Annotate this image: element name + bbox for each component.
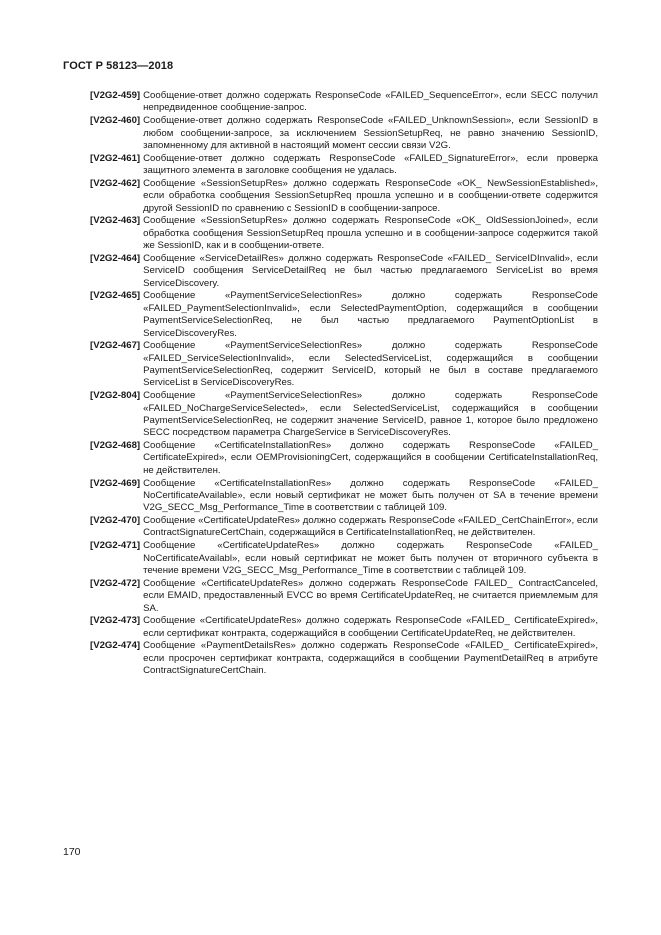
requirement-text: Сообщение-ответ должно содержать ResponseCode «FAILED_UnknownSession», если SessionID в любом сообщении-запросе, за исключением SessionSetupReq, не равно значению SessionID, запомненному для активной в настоящий момент сессии связи V2G. — [143, 115, 598, 151]
requirement-id: [V2G2-471] — [90, 540, 141, 552]
requirement-item — [90, 340, 598, 390]
requirement-text: Сообщение «ServiceDetailRes» должно содержать ResponseCode «FAILED_ ServiceIDInvalid», если ServiceID сообщения ServiceDetailReq не был частью предлагаемого ServiceList во время ServiceDiscovery. — [143, 252, 598, 289]
requirement-text: Сообщение «CertificateInstallationRes» должно содержать ResponseCode «FAILED_ NoCertificateAvailable», если новый сертификат не может быть получен от SA в течение времени V2G_SECC_Msg_Performance_Time в соответствии с таблицей 109. — [143, 477, 598, 514]
requirement-id: [V2G2-470] — [90, 515, 141, 527]
requirement-id: [V2G2-465] — [90, 290, 141, 302]
requirement-item — [90, 215, 598, 252]
requirement-item — [90, 115, 598, 152]
requirement-id: [V2G2-473] — [90, 615, 141, 627]
requirement-id: [V2G2-459] — [90, 90, 141, 101]
requirement-id: [V2G2-462] — [90, 177, 141, 189]
requirement-text: Сообщение «PaymentServiceSelectionRes» должно содержать ResponseCode «FAILED_NoChargeServiceSelected», если SelectedServiceList, содержащийся в сообщении PaymentServiceSelectionReq, не содержит значение ServiceID, равное 1, которое было предложено SECC посредством параметра ChargeService в ServiceDiscoveryRes. — [143, 390, 598, 439]
requirement-text: Сообщение «CertificateInstallationRes» должно содержать ResponseCode «FAILED_ CertificateExpired», если OEMProvisioningCert, содержащийся в сообщении CertificateInstallationReq, не действителен. — [143, 440, 598, 476]
requirement-item — [90, 153, 598, 178]
requirement-text: Сообщение «CertificateUpdateRes» должно содержать ResponseCode «FAILED_ CertificateExpired», если сертификат контракта, содержащийся в сообщении CertificateUpdateReq, не действителен. — [143, 615, 598, 639]
requirement-text: Сообщение «CertificateUpdateRes» должно содержать ResponseCode «FAILED_CertChainError», если ContractSignatureCertChain, содержащийся в CertificateInstallationReq, не действителен. — [143, 515, 598, 539]
requirement-id: [V2G2-469] — [90, 477, 141, 489]
requirement-item — [90, 440, 598, 477]
requirement-item — [90, 540, 598, 577]
requirement-item — [90, 90, 598, 115]
requirements-list — [90, 90, 598, 678]
requirement-id: [V2G2-474] — [90, 640, 141, 652]
requirement-item — [90, 515, 598, 540]
requirement-item — [90, 390, 598, 440]
requirement-text: Сообщение «SessionSetupRes» должно содержать ResponseCode «OK_ OldSessionJoined», если обработка сообщения SessionSetupReq прошла успешно и в сообщении-запросе содержится такой же SessionID, как и в сообщении-ответе. — [143, 215, 598, 252]
requirement-item — [90, 640, 598, 677]
requirement-text: Сообщение «PaymentServiceSelectionRes» должно содержать ResponseCode «FAILED_PaymentSelectionInvalid», если SelectedPaymentOption, содержащийся в сообщении PaymentServiceSelectionReq, не был частью предлагаемого PaymentOptionList в ServiceDiscoveryRes. — [143, 290, 598, 339]
requirement-item — [90, 615, 598, 640]
requirement-id: [V2G2-460] — [90, 115, 141, 127]
requirement-id: [V2G2-461] — [90, 152, 141, 164]
requirement-id: [V2G2-468] — [90, 440, 141, 452]
requirement-item — [90, 578, 598, 615]
requirement-item — [90, 290, 598, 340]
requirement-text: Сообщение-ответ должно содержать ResponseCode «FAILED_SequenceError», если SECC получил непредвиденное сообщение-запрос. — [143, 90, 598, 114]
requirement-id: [V2G2-804] — [90, 390, 141, 402]
requirement-id: [V2G2-464] — [90, 252, 141, 264]
requirement-item — [90, 478, 598, 515]
requirement-id: [V2G2-463] — [90, 215, 141, 227]
requirement-id: [V2G2-472] — [90, 577, 141, 589]
requirement-id: [V2G2-467] — [90, 340, 141, 352]
requirement-text: Сообщение «CertificateUpdateRes» должно содержать ResponseCode «FAILED_ NoCertificateAvailabl», если новый сертификат не может быть получен от вторичного субъекта в течение времени V2G_SECC_Msg_Performance_Time в соответствии с таблицей 109. — [143, 540, 598, 576]
requirement-text: Сообщение-ответ должно содержать ResponseCode «FAILED_SignatureError», если проверка защитного элемента в заголовке сообщения не удалась. — [143, 152, 598, 177]
requirement-text: Сообщение «SessionSetupRes» должно содержать ResponseCode «OK_ NewSessionEstablished», если обработка сообщения SessionSetupReq прошла успешно и в сообщении-ответе содержится другой SessionID по сравнению с SessionID в сообщении-запросе. — [143, 177, 598, 214]
document-header: ГОСТ Р 58123—2018 — [63, 60, 174, 72]
requirement-item — [90, 178, 598, 215]
requirement-text: Сообщение «CertificateUpdateRes» должно содержать ResponseCode FAILED_ ContractCanceled, если EMAID, предоставленный EVCC во время CertificateUpdateReq, не считается приемлемым для SA. — [143, 577, 598, 614]
requirement-item — [90, 253, 598, 290]
requirement-text: Сообщение «PaymentDetailsRes» должно содержать ResponseCode «FAILED_ CertificateExpired», если просрочен сертификат контракта, содержащийся в сообщении PaymentDetailReq в атрибуте ContractSignatureCertChain. — [143, 640, 598, 677]
page-number: 170 — [63, 846, 81, 858]
requirement-text: Сообщение «PaymentServiceSelectionRes» должно содержать ResponseCode «FAILED_ServiceSelectionInvalid», если SelectedServiceList, содержащийся в сообщении PaymentServiceSelectionReq, содержит ServiceID, который не был в составе предлагаемого ServiceList в ServiceDiscoveryRes. — [143, 340, 598, 389]
